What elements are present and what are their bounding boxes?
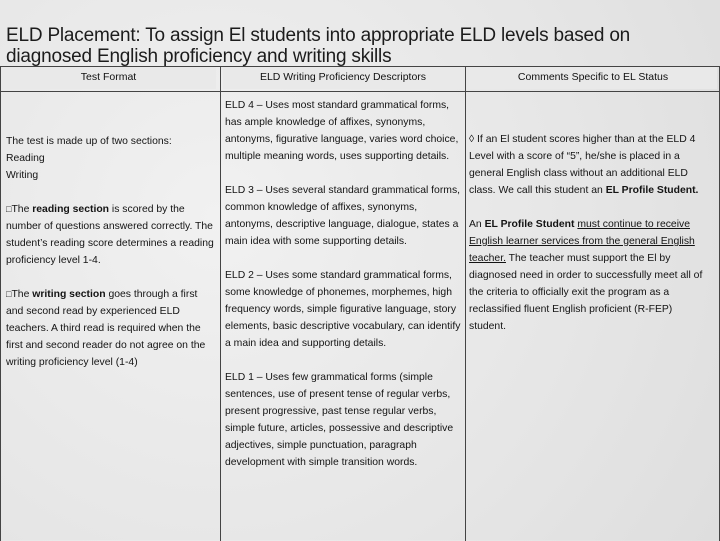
checkbox-glyph: □ — [6, 289, 12, 299]
page-title — [6, 24, 716, 70]
profile-student-definition: ◊ If an El student scores higher than at the ELD 4 Level with a score of “5”, he/she is placed in a general English class without an additional ELD class. We call this student an EL Profile Student. — [469, 134, 699, 196]
eld-level-2: ELD 2 – Uses some standard grammatical forms, some knowledge of phonemes, morphemes, high frequency words, simple figurative language, story elements, basic descriptive vocabulary, can identify a main idea and supporting details. — [225, 270, 461, 349]
title-line-2: diagnosed English proficiency and writing skills — [6, 46, 392, 67]
placement-table — [0, 66, 720, 541]
column-divider-2 — [465, 67, 466, 541]
eld-level-3: ELD 3 – Uses several standard grammatical forms, common knowledge of affixes, synonyms, antonyms, descriptive language, dialogue, states a main idea with some supporting details. — [225, 185, 461, 247]
header-divider — [1, 91, 719, 92]
diamond-bullet-icon: ◊ — [469, 134, 475, 145]
eld-level-4: ELD 4 – Uses most standard grammatical forms, has ample knowledge of affixes, synonyms, antonyms, figurative language, varies word choice, multiple meaning words, uses supporting details. — [225, 100, 459, 162]
test-format-intro: The test is made up of two sections: Reading Writing — [6, 136, 172, 181]
test-format-cell — [6, 133, 216, 371]
comments-cell — [469, 131, 711, 335]
eld-level-1: ELD 1 – Uses few grammatical forms (simple sentences, use of present tense of regular verbs, present progressive, past tense regular verbs, simple future, articles, possessive and descriptive adjectives, simple punctuation, paragraph development with simple transition words. — [225, 372, 454, 468]
header-test-format: Test Format — [1, 67, 216, 89]
reading-section-text: □The reading section is scored by the number of questions answered correctly. The student’s reading score determines a reading proficiency level 1-4. — [6, 204, 214, 266]
title-line-1: ELD Placement: To assign El students into appropriate ELD levels based on — [6, 25, 631, 46]
checkbox-glyph: □ — [6, 204, 12, 214]
header-comments: Comments Specific to EL Status — [469, 67, 717, 89]
writing-section-text: □The writing section goes through a first and second read by experienced ELD teachers. A third read is required when the first and second reader do not agree on the writing proficiency level (1-4) — [6, 289, 206, 368]
profile-student-requirements: An EL Profile Student must continue to receive English learner services from the general English teacher. The teacher must support the El by diagnosed need in order to successfully meet all of the criteria to officially exit the program as a reclassified fluent English proficient (R-FEP) student. — [469, 219, 703, 332]
descriptors-cell — [225, 97, 463, 471]
header-descriptors: ELD Writing Proficiency Descriptors — [223, 67, 463, 89]
column-divider-1 — [220, 67, 221, 541]
